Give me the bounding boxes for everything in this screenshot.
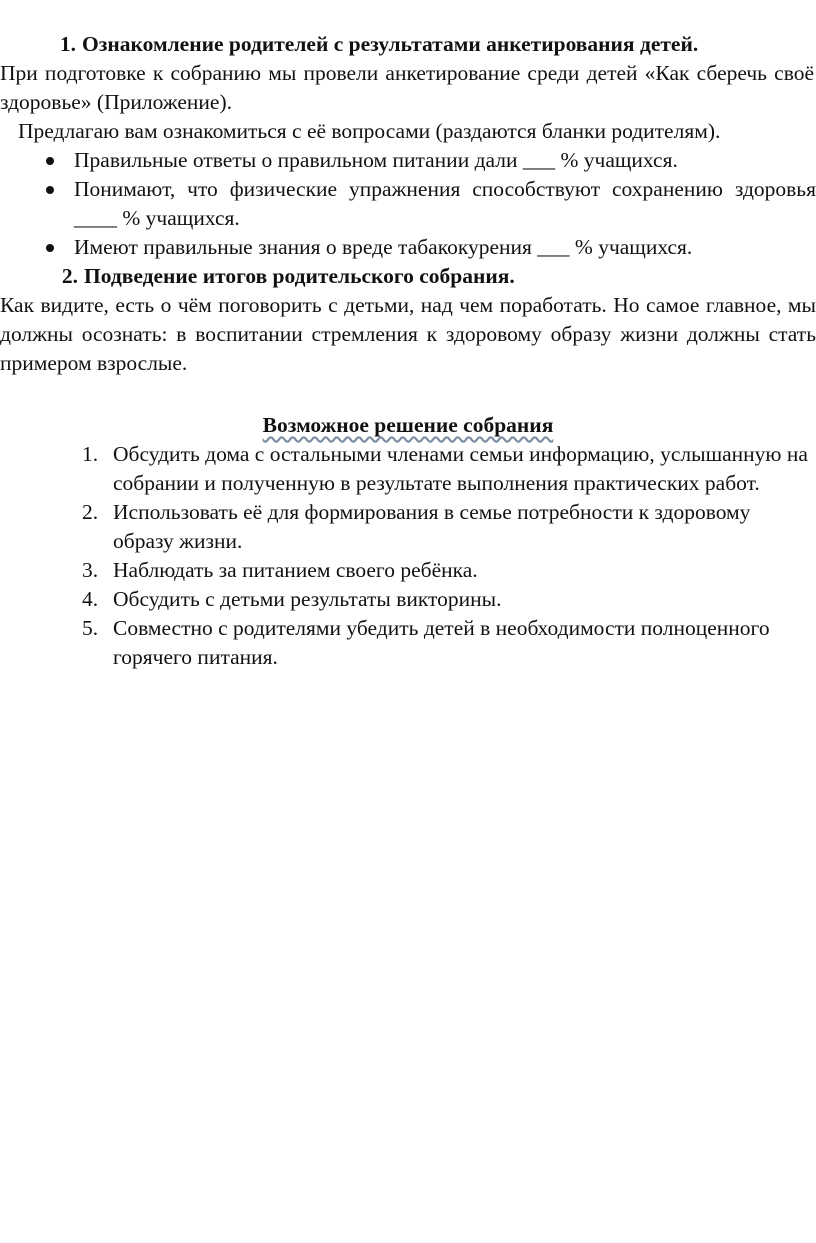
list-item-text: Правильные ответы о правильном питании дали ___ % учащихся. (74, 148, 678, 172)
list-item-text: Обсудить с детьми результаты викторины. (113, 587, 502, 611)
list-item-number: 2. (82, 500, 99, 524)
list-item (0, 614, 816, 672)
bullet-icon (46, 244, 54, 252)
decision-list (0, 440, 816, 672)
section-title: Ознакомление родителей с результатами анкетирования детей. (82, 32, 699, 56)
list-item-text: Понимают, что физические упражнения способствуют сохранению здоровья ____ % учащихся. (74, 177, 816, 230)
list-item-number: 3. (82, 558, 99, 582)
section-heading-survey-results (0, 30, 816, 59)
list-item (0, 175, 816, 233)
decision-title: Возможное решение собрания (262, 413, 554, 437)
summary-paragraph: Как видите, есть о чём поговорить с детьми, над чем поработать. Но самое главное, мы должны осознать: в воспитании стремления к здоровому образу жизни должны стать примером взрослые. (0, 293, 816, 375)
decision-heading (0, 411, 816, 440)
list-item-text: Использовать её для формирования в семье потребности к здоровому образу жизни. (113, 500, 751, 553)
questions-paragraph: Предлагаю вам ознакомиться с её вопросами (раздаются бланки родителям). (18, 119, 721, 143)
list-item-number: 4. (82, 587, 99, 611)
list-item-text: Совместно с родителями убедить детей в необходимости полноценного горячего питания. (113, 616, 770, 669)
section-heading-summary (0, 262, 816, 291)
document-page (0, 30, 816, 672)
list-item-text: Имеют правильные знания о вреде табакокурения ___ % учащихся. (74, 235, 693, 259)
list-item-text: Обсудить дома с остальными членами семьи информацию, услышанную на собрании и полученную в результате выполнения практических работ. (113, 442, 808, 495)
bullet-icon (46, 186, 54, 194)
survey-results-list (0, 146, 816, 262)
list-item (0, 556, 816, 585)
list-item (0, 498, 816, 556)
list-item (0, 146, 816, 175)
list-item-number: 5. (82, 616, 99, 640)
bullet-icon (46, 157, 54, 165)
survey-intro-paragraph: При подготовке к собранию мы провели анкетирование среди детей «Как сберечь своё здоровье» (Приложение). (0, 61, 814, 114)
list-item (0, 440, 816, 498)
section-title: Подведение итогов родительского собрания. (84, 264, 515, 288)
list-item-text: Наблюдать за питанием своего ребёнка. (113, 558, 478, 582)
section-number: 1. (59, 32, 76, 56)
list-item (0, 585, 816, 614)
list-item-number: 1. (82, 442, 99, 466)
list-item (0, 233, 816, 262)
section-number: 2. (61, 264, 78, 288)
